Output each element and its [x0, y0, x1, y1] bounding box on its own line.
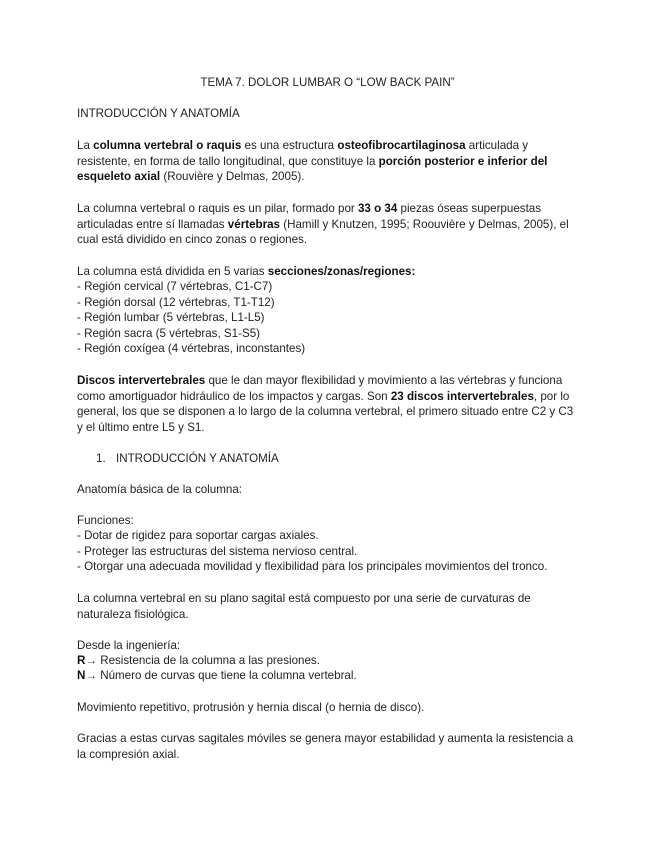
paragraph-anatomia-basica: Anatomía básica de la columna: — [77, 483, 242, 496]
heading-label: INTRODUCCIÓN Y ANATOMÍA — [116, 452, 279, 465]
document-title: TEMA 7. DOLOR LUMBAR O “LOW BACK PAIN” — [200, 76, 455, 89]
list-item: - Región lumbar (5 vértebras, L1-L5) — [77, 311, 265, 325]
paragraph-discos: Discos intervertebrales que le dan mayor flexibilidad y movimiento a las vértebras y funciona como amortiguador hidráulico de los impactos y cargas. Son 23 discos intervertebrales, por lo general, los que se disponen a lo largo de la columna vertebral, el primero situado entre C2 y C3 y el último entre L5 y S1. — [77, 374, 574, 434]
paragraph-curvas: Gracias a estas curvas sagitales móviles se genera mayor estabilidad y aumenta la resistencia a la compresión axial. — [77, 732, 574, 761]
paragraph-secciones: La columna está dividida en 5 varias secciones/zonas/regiones: — [77, 265, 416, 278]
list-item: - Otorgar una adecuada movilidad y flexibilidad para los principales movimientos del tronco. — [77, 560, 548, 574]
heading-number: 1. — [96, 452, 106, 465]
list-item: - Región sacra (5 vértebras, S1-S5) — [77, 326, 260, 340]
paragraph-columna: La columna vertebral o raquis es una estructura osteofibrocartilaginosa articulada y resistente, en forma de tallo longitudinal, que constituye la porción posterior e inferior del esqueleto axial (Rouvière y Delmas, 2005). — [77, 139, 548, 184]
list-item: - Proteger las estructuras del sistema nervioso central. — [77, 544, 358, 558]
paragraph-pilar: La columna vertebral o raquis es un pilar, formado por 33 o 34 piezas óseas superpuestas articuladas entre sí llamadas vértebras (Hamill y Knutzen, 1995; Roouvière y Delmas, 2005), el cual está dividido en cinco zonas o regiones. — [77, 202, 569, 247]
list-item: - Región coxígea (4 vértebras, inconstantes) — [77, 342, 306, 356]
paragraph-plano-sagital: La columna vertebral en su plano sagital está compuesto por una serie de curvaturas de naturaleza fisiológica. — [77, 592, 531, 621]
regions-list — [77, 279, 577, 357]
paragraph-movimiento: Movimiento repetitivo, protrusión y hernia discal (o hernia de disco). — [77, 701, 425, 714]
engineering-n-line: N→ Número de curvas que tiene la columna vertebral. — [77, 669, 357, 682]
list-item: - Dotar de rigidez para soportar cargas axiales. — [77, 529, 319, 542]
list-item: - Región dorsal (12 vértebras, T1-T12) — [77, 295, 275, 309]
engineering-heading: Desde la ingeniería: — [77, 639, 181, 652]
section-heading: INTRODUCCIÓN Y ANATOMÍA — [77, 107, 240, 120]
engineering-r-line: R→ Resistencia de la columna a las presiones. — [77, 654, 320, 667]
numbered-heading — [96, 451, 279, 467]
functions-list — [77, 528, 597, 575]
functions-heading: Funciones: — [77, 514, 134, 527]
list-item: - Región cervical (7 vértebras, C1-C7) — [77, 280, 273, 293]
